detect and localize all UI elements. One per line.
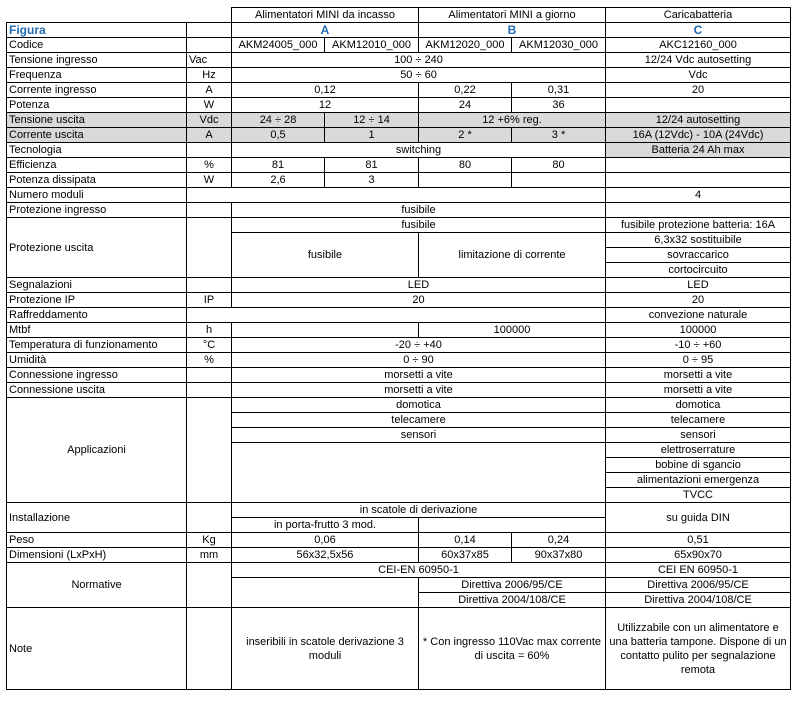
figura-label: Figura xyxy=(7,23,187,38)
cell: 2,6 xyxy=(232,173,325,188)
table-row xyxy=(7,323,791,338)
table-row xyxy=(7,368,791,383)
fig-c: C xyxy=(606,23,791,38)
cell: 50 ÷ 60 xyxy=(232,68,606,83)
table-row xyxy=(7,503,791,518)
cell: AKM12030_000 xyxy=(512,38,606,53)
cell: 2 * xyxy=(419,128,512,143)
unit-cell: IP xyxy=(187,293,232,308)
cell: CEI EN 60950-1 xyxy=(606,563,791,578)
cell: switching xyxy=(232,143,606,158)
table-row xyxy=(7,383,791,398)
unit-cell: mm xyxy=(187,548,232,563)
figura-row xyxy=(7,23,791,38)
cell: 16A (12Vdc) - 10A (24Vdc) xyxy=(606,128,791,143)
table-row xyxy=(7,53,791,68)
cell: fusibile protezione batteria: 16A xyxy=(606,218,791,233)
cell: domotica xyxy=(606,398,791,413)
cell: -20 ÷ +40 xyxy=(232,338,606,353)
row-label: Potenza xyxy=(7,98,187,113)
cell: Direttiva 2004/108/CE xyxy=(419,593,606,608)
note-cell: inseribili in scatole derivazione 3 moduli xyxy=(232,608,419,690)
row-label: Segnalazioni xyxy=(7,278,187,293)
table-row xyxy=(7,293,791,308)
cell: 20 xyxy=(606,83,791,98)
cell: bobine di sgancio xyxy=(606,458,791,473)
cell: 80 xyxy=(419,158,512,173)
row-label: Corrente ingresso xyxy=(7,83,187,98)
row-label: Dimensioni (LxPxH) xyxy=(7,548,187,563)
cell: 0,22 xyxy=(419,83,512,98)
cell: -10 ÷ +60 xyxy=(606,338,791,353)
spec-table xyxy=(6,7,791,690)
cell: convezione naturale xyxy=(606,308,791,323)
cell: 80 xyxy=(512,158,606,173)
cell: morsetti a vite xyxy=(606,368,791,383)
table-row xyxy=(7,143,791,158)
table-row xyxy=(7,173,791,188)
cell: 0,5 xyxy=(232,128,325,143)
note-cell: Utilizzabile con un alimentatore e una batteria tampone. Dispone di un contatto pulito per segnalazione remota xyxy=(606,608,791,690)
row-label: Raffreddamento xyxy=(7,308,187,323)
fig-a: A xyxy=(232,23,419,38)
cell: 12 +6% reg. xyxy=(419,113,606,128)
cell: 24 xyxy=(419,98,512,113)
cell: LED xyxy=(232,278,606,293)
cell: domotica xyxy=(232,398,606,413)
table-row xyxy=(7,278,791,293)
row-label: Tensione uscita xyxy=(7,113,187,128)
unit-cell: W xyxy=(187,98,232,113)
cell: CEI-EN 60950-1 xyxy=(232,563,606,578)
row-label: Potenza dissipata xyxy=(7,173,187,188)
cell: 4 xyxy=(606,188,791,203)
unit-cell: Kg xyxy=(187,533,232,548)
fig-b: B xyxy=(419,23,606,38)
unit-cell: W xyxy=(187,173,232,188)
table-row xyxy=(7,188,791,203)
cell: sensori xyxy=(606,428,791,443)
cell: su guida DIN xyxy=(606,503,791,533)
cell: cortocircuito xyxy=(606,263,791,278)
table-row xyxy=(7,548,791,563)
cell: 81 xyxy=(325,158,419,173)
cell: fusibile xyxy=(232,233,419,278)
table-row xyxy=(7,398,791,413)
row-label: Connessione ingresso xyxy=(7,368,187,383)
table-row xyxy=(7,338,791,353)
table-row xyxy=(7,128,791,143)
row-label: Codice xyxy=(7,38,187,53)
unit-cell: h xyxy=(187,323,232,338)
row-label: Peso xyxy=(7,533,187,548)
table-row xyxy=(7,533,791,548)
cell: 56x32,5x56 xyxy=(232,548,419,563)
row-label: Mtbf xyxy=(7,323,187,338)
unit-cell: Hz xyxy=(187,68,232,83)
row-label: Note xyxy=(7,608,187,690)
cell: 60x37x85 xyxy=(419,548,512,563)
group-b-header: Alimentatori MINI a giorno xyxy=(419,8,606,23)
cell: sensori xyxy=(232,428,606,443)
cell: 12/24 autosetting xyxy=(606,113,791,128)
cell: 12 xyxy=(232,98,419,113)
cell: Direttiva 2006/95/CE xyxy=(606,578,791,593)
cell: 24 ÷ 28 xyxy=(232,113,325,128)
cell: LED xyxy=(606,278,791,293)
cell: Direttiva 2006/95/CE xyxy=(419,578,606,593)
cell: 1 xyxy=(325,128,419,143)
cell: fusibile xyxy=(232,203,606,218)
cell: 65x90x70 xyxy=(606,548,791,563)
cell: 0,24 xyxy=(512,533,606,548)
cell: AKC12160_000 xyxy=(606,38,791,53)
table-row xyxy=(7,83,791,98)
cell: Batteria 24 Ah max xyxy=(606,143,791,158)
cell: limitazione di corrente xyxy=(419,233,606,278)
table-row xyxy=(7,38,791,53)
unit-cell: A xyxy=(187,128,232,143)
cell: TVCC xyxy=(606,488,791,503)
row-label: Tecnologia xyxy=(7,143,187,158)
cell: AKM24005_000 xyxy=(232,38,325,53)
cell: sovraccarico xyxy=(606,248,791,263)
cell: 0,51 xyxy=(606,533,791,548)
cell: 0,06 xyxy=(232,533,419,548)
cell: 36 xyxy=(512,98,606,113)
row-label: Applicazioni xyxy=(7,398,187,503)
row-label: Protezione IP xyxy=(7,293,187,308)
cell: Vdc xyxy=(606,68,791,83)
cell: 6,3x32 sostituibile xyxy=(606,233,791,248)
cell: 0,12 xyxy=(232,83,419,98)
row-label: Installazione xyxy=(7,503,187,533)
cell: 20 xyxy=(606,293,791,308)
cell: 90x37x80 xyxy=(512,548,606,563)
cell: 12 ÷ 14 xyxy=(325,113,419,128)
group-c-header: Caricabatteria xyxy=(606,8,791,23)
unit-cell: % xyxy=(187,353,232,368)
row-label: Numero moduli xyxy=(7,188,187,203)
cell: elettroserrature xyxy=(606,443,791,458)
row-label: Umidità xyxy=(7,353,187,368)
cell: AKM12010_000 xyxy=(325,38,419,53)
row-label: Normative xyxy=(7,563,187,608)
cell: alimentazioni emergenza xyxy=(606,473,791,488)
row-label: Connessione uscita xyxy=(7,383,187,398)
cell: in porta-frutto 3 mod. xyxy=(232,518,419,533)
row-label: Efficienza xyxy=(7,158,187,173)
row-label: Tensione ingresso xyxy=(7,53,187,68)
unit-cell: Vdc xyxy=(187,113,232,128)
table-row xyxy=(7,353,791,368)
table-row xyxy=(7,158,791,173)
cell: 100000 xyxy=(606,323,791,338)
table-row xyxy=(7,308,791,323)
table-row xyxy=(7,563,791,578)
cell: 12/24 Vdc autosetting xyxy=(606,53,791,68)
cell: 100 ÷ 240 xyxy=(232,53,606,68)
row-label: Protezione ingresso xyxy=(7,203,187,218)
cell: 0,31 xyxy=(512,83,606,98)
row-label: Temperatura di funzionamento xyxy=(7,338,187,353)
cell: Direttiva 2004/108/CE xyxy=(606,593,791,608)
unit-cell: Vac xyxy=(187,53,232,68)
row-label: Frequenza xyxy=(7,68,187,83)
cell: 0,14 xyxy=(419,533,512,548)
cell: 0 ÷ 90 xyxy=(232,353,606,368)
note-cell: * Con ingresso 110Vac max corrente di uscita = 60% xyxy=(419,608,606,690)
cell: morsetti a vite xyxy=(232,368,606,383)
cell: 81 xyxy=(232,158,325,173)
unit-cell: °C xyxy=(187,338,232,353)
cell: 20 xyxy=(232,293,606,308)
group-header-row xyxy=(7,8,791,23)
row-label: Corrente uscita xyxy=(7,128,187,143)
table-row xyxy=(7,98,791,113)
row-label: Protezione uscita xyxy=(7,218,187,278)
cell: telecamere xyxy=(232,413,606,428)
table-row xyxy=(7,68,791,83)
table-row xyxy=(7,203,791,218)
cell: morsetti a vite xyxy=(232,383,606,398)
table-row xyxy=(7,113,791,128)
unit-cell: A xyxy=(187,83,232,98)
cell: telecamere xyxy=(606,413,791,428)
unit-cell: % xyxy=(187,158,232,173)
cell: 0 ÷ 95 xyxy=(606,353,791,368)
cell: 3 * xyxy=(512,128,606,143)
table-row xyxy=(7,218,791,233)
group-a-header: Alimentatori MINI da incasso xyxy=(232,8,419,23)
cell: 100000 xyxy=(419,323,606,338)
cell: 3 xyxy=(325,173,419,188)
table-row xyxy=(7,608,791,690)
cell: in scatole di derivazione xyxy=(232,503,606,518)
cell: AKM12020_000 xyxy=(419,38,512,53)
cell: fusibile xyxy=(232,218,606,233)
cell: morsetti a vite xyxy=(606,383,791,398)
